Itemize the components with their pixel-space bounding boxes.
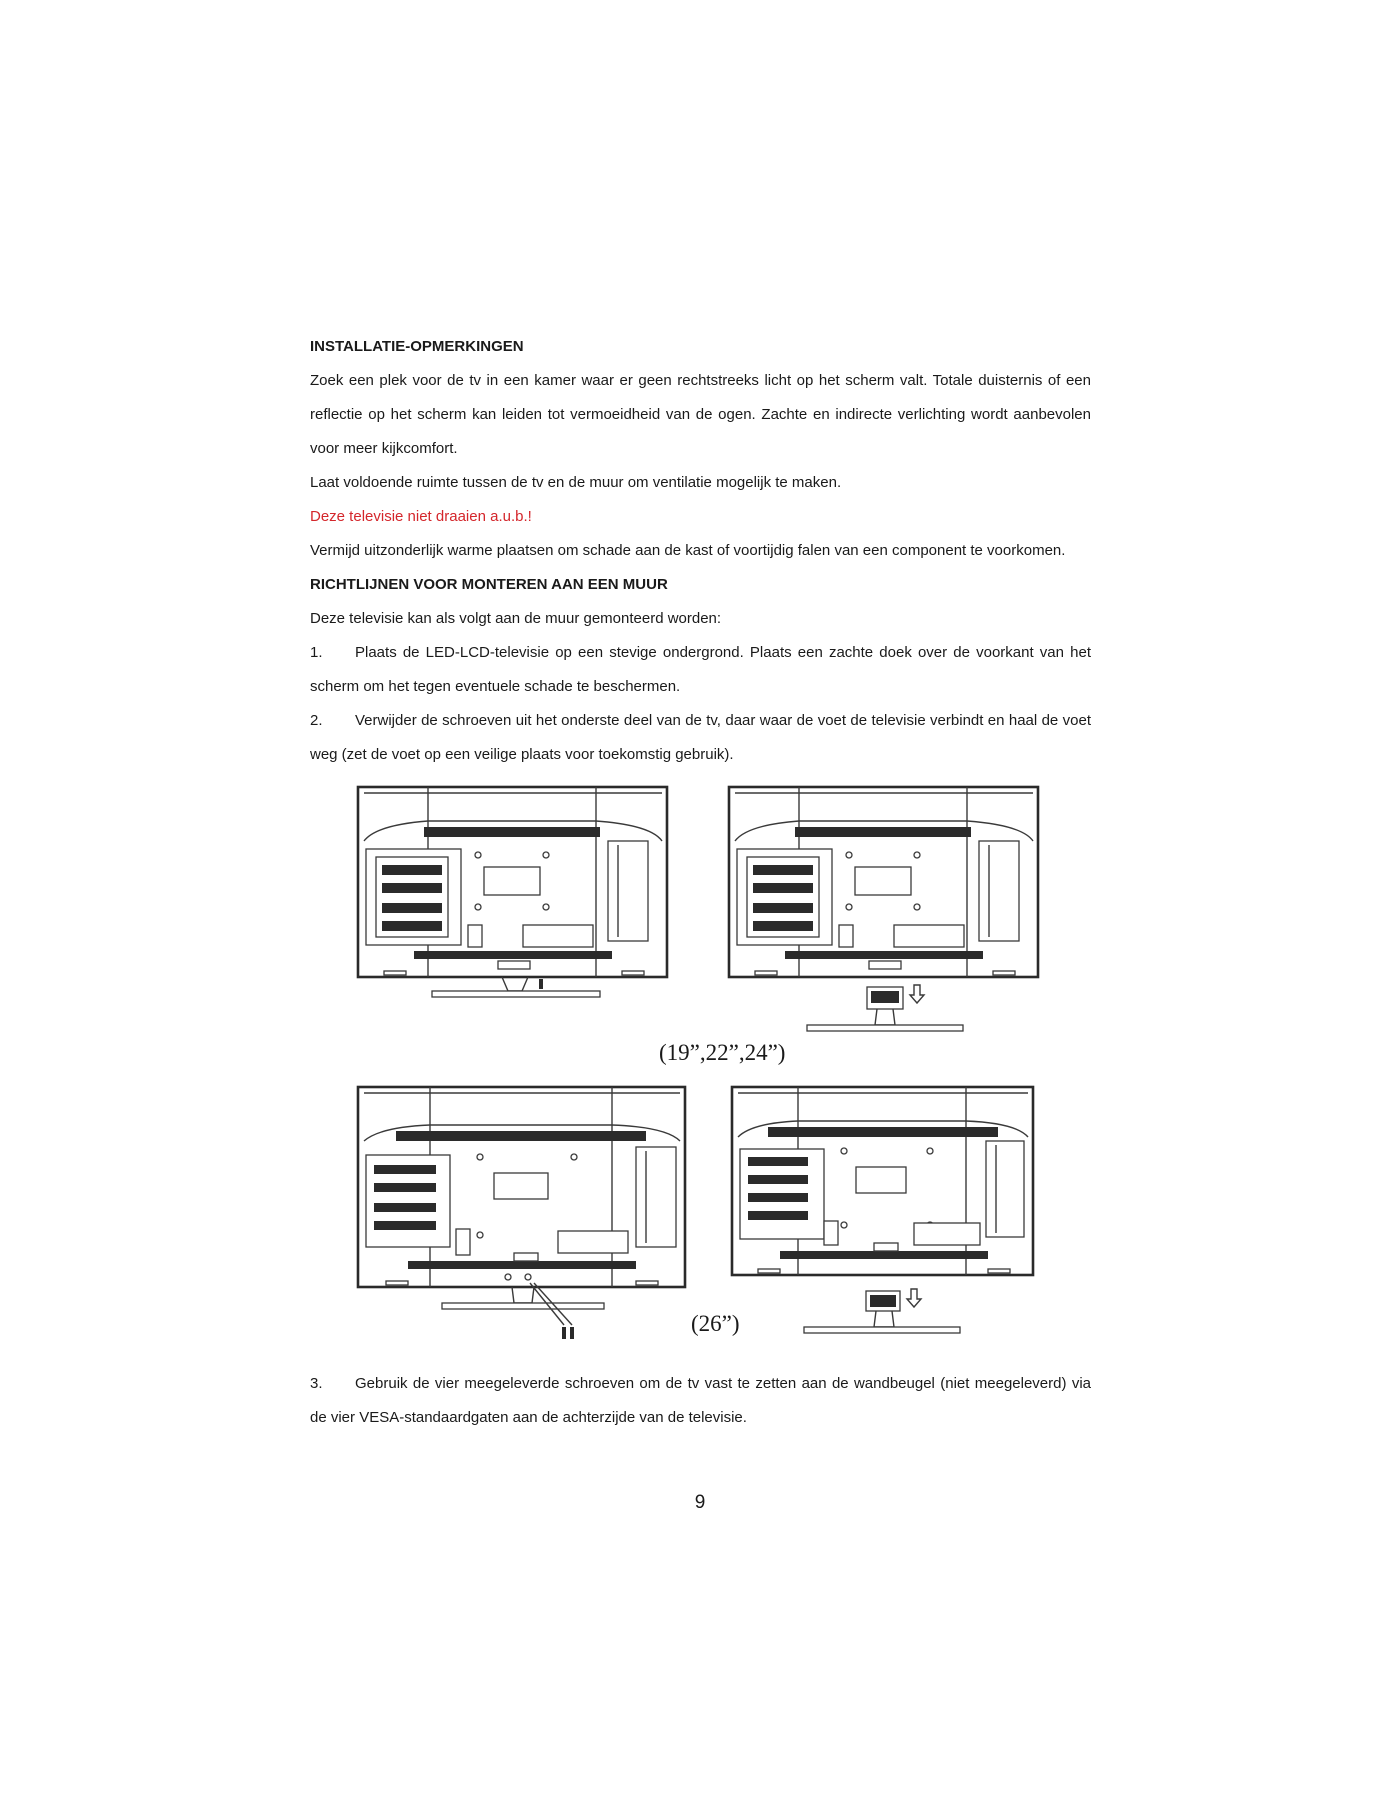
tv-back-with-stand-large-figure bbox=[356, 1085, 688, 1345]
step-number: 3. bbox=[310, 1375, 323, 1392]
paragraph-wall-intro: Deze televisie kan als volgt aan de muur gemonteerd worden: bbox=[310, 610, 722, 627]
step-text: Gebruik de vier meegeleverde schroeven om de tv vast te zetten aan de wandbeugel (niet meegeleverd) via de vier VESA-standaardgaten aan de achterzijde van de televisie. bbox=[310, 1375, 1091, 1426]
tv-back-with-stand-small-figure bbox=[356, 785, 670, 1005]
paragraph-placement: Zoek een plek voor de tv in een kamer waar er geen rechtstreeks licht op het scherm valt. Totale duisternis of een reflectie op het scherm kan leiden tot vermoeidheid van de ogen. Zachte en indirecte verlichting wordt aanbevolen voor meer kijkcomfort. bbox=[310, 372, 1091, 457]
section-heading-installation: INSTALLATIE-OPMERKINGEN bbox=[310, 338, 524, 355]
step-1 bbox=[310, 636, 1091, 704]
step-number: 1. bbox=[310, 644, 323, 661]
section-heading-wall-mount: RICHTLIJNEN VOOR MONTEREN AAN EEN MUUR bbox=[310, 576, 668, 593]
step-2 bbox=[310, 704, 1091, 772]
page-content bbox=[310, 330, 1091, 772]
step-text: Verwijder de schroeven uit het onderste deel van de tv, daar waar de voet de televisie verbindt en haal de voet weg (zet de voet op een veilige plaats voor toekomstig gebruik). bbox=[310, 712, 1091, 763]
page-number: 9 bbox=[694, 1492, 706, 1513]
step-number: 2. bbox=[310, 712, 323, 729]
figure-caption-large-size: (26”) bbox=[691, 1311, 740, 1336]
tv-back-stand-removed-small-figure bbox=[727, 785, 1041, 1035]
step-3 bbox=[310, 1367, 1091, 1435]
paragraph-heat: Vermijd uitzonderlijk warme plaatsen om schade aan de kast of voortijdig falen van een component te voorkomen. bbox=[310, 542, 1066, 559]
step-text: Plaats de LED-LCD-televisie op een stevige ondergrond. Plaats een zachte doek over de voorkant van het scherm om het tegen eventuele schade te beschermen. bbox=[310, 644, 1091, 695]
tv-back-stand-removed-large-figure bbox=[730, 1085, 1036, 1340]
figure-caption-small-sizes: (19”,22”,24”) bbox=[659, 1040, 786, 1065]
page-content-continued bbox=[310, 1367, 1091, 1435]
warning-text: Deze televisie niet draaien a.u.b.! bbox=[310, 508, 532, 525]
paragraph-ventilation: Laat voldoende ruimte tussen de tv en de muur om ventilatie mogelijk te maken. bbox=[310, 474, 842, 491]
